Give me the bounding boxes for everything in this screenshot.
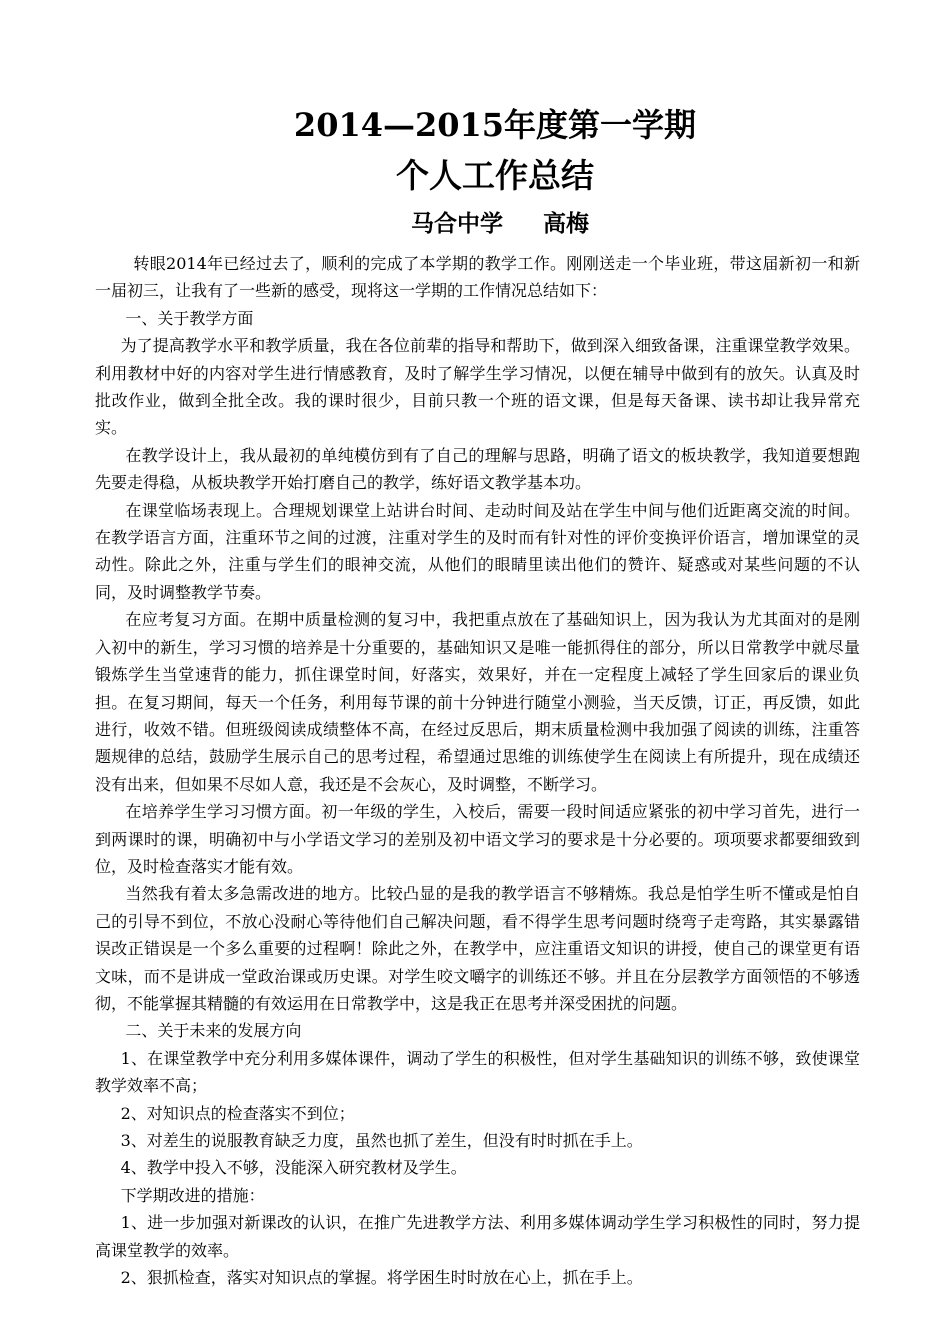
section-heading-teaching: 一、关于教学方面 bbox=[125, 308, 254, 328]
list-item-issue-4: 4、教学中投入不够，没能深入研究教材及学生。 bbox=[120, 1158, 467, 1178]
author-name: 高梅 bbox=[543, 211, 589, 237]
document-body bbox=[95, 250, 860, 1291]
list-item-measure-1: 1、进一步加强对新课改的认识，在推广先进教学方法、利用多媒体调动学生学习积极性的同时，努力提高课堂教学的效率。 bbox=[95, 1213, 860, 1260]
section-heading-future: 二、关于未来的发展方向 bbox=[125, 1021, 302, 1041]
paragraph-teaching-design: 在教学设计上，我从最初的单纯模仿到有了自己的理解与思路，明确了语文的板块教学，我知道要想跑先要走得稳，从板块教学开始打磨自己的教学，练好语文教学基本功。 bbox=[95, 445, 860, 493]
list-item-measure-2: 2、狠抓检查，落实对知识点的掌握。将学困生时时放在心上，抓在手上。 bbox=[120, 1268, 643, 1288]
list-item-issue-1: 1、在课堂教学中充分利用多媒体课件，调动了学生的积极性，但对学生基础知识的训练不够，致使课堂教学效率不高； bbox=[95, 1048, 860, 1096]
document-title: 个人工作总结 bbox=[396, 156, 594, 195]
measures-heading: 下学期改进的措施： bbox=[120, 1185, 265, 1205]
byline bbox=[0, 206, 950, 242]
paragraph-teaching-quality: 为了提高教学水平和教学质量，我在各位前辈的指导和帮助下，做到深入细致备课，注重课堂教学效果。利用教材中好的内容对学生进行情感教育，及时了解学生学习情况，以便在辅导中做到有的放矢。认真及时批改作业，做到全批全改。我的课时很少，目前只教一个班的语文课，但是每天备课、读书却让我异常充实。 bbox=[95, 336, 860, 438]
paragraph-classroom-performance: 在课堂临场表现上。合理规划课堂上站讲台时间、走动时间及站在学生中间与他们近距离交流的时间。在教学语言方面，注重环节之间的过渡，注重对学生的及时而有针对性的评价变换评价语言，增加课堂的灵动性。除此之外，注重与学生们的眼神交流，从他们的眼睛里读出他们的赞许、疑惑或对某些问题的不认同，及时调整教学节奏。 bbox=[95, 500, 860, 602]
document-title-year: 2014—2015年度第一学期 bbox=[293, 106, 697, 144]
list-item-issue-3: 3、对差生的说服教育缺乏力度，虽然也抓了差生，但没有时时抓在手上。 bbox=[120, 1131, 643, 1150]
list-item-issue-2: 2、对知识点的检查落实不到位； bbox=[120, 1103, 355, 1123]
paragraph-exam-review: 在应考复习方面。在期中质量检测的复习中，我把重点放在了基础知识上，因为我认为尤其面对的是刚入初中的新生，学习习惯的培养是十分重要的，基础知识又是唯一能抓得住的部分，所以日常教学中就尽量锻炼学生当堂速背的能力，抓住课堂时间，好落实，效果好，并在一定程度上减轻了学生回家后的课业负担。在复习期间，每天一个任务，利用每节课的前十分钟进行随堂小测验，当天反馈，订正，再反馈，如此进行，收效不错。但班级阅读成绩整体不高，在经过反思后，期末质量检测中我加强了阅读的训练，注重答题规律的总结，鼓励学生展示自己的思考过程，希望通过思维的训练使学生在阅读上有所提升，现在成绩还没有出来，但如果不尽如人意，我还是不会灰心，及时调整，不断学习。 bbox=[95, 610, 860, 794]
paragraph-study-habits: 在培养学生学习习惯方面。初一年级的学生，入校后，需要一段时间适应紧张的初中学习首先，进行一到两课时的课，明确初中与小学语文学习的差别及初中语文学习的要求是十分必要的。项项要求都要细致到位，及时检查落实才能有效。 bbox=[95, 802, 860, 876]
intro-paragraph: 转眼2014年已经过去了，顺利的完成了本学期的教学工作。刚刚送走一个毕业班，带这届新初一和新一届初三，让我有了一些新的感受，现将这一学期的工作情况总结如下： bbox=[95, 254, 860, 301]
school-name: 马合中学 bbox=[411, 211, 503, 237]
paragraph-improvements-needed: 当然我有着太多急需改进的地方。比较凸显的是我的教学语言不够精炼。我总是怕学生听不懂或是怕自己的引导不到位，不放心没耐心等待他们自己解决问题，看不得学生思考问题时绕弯子走弯路，其实暴露错误改正错误是一个多么重要的过程啊！除此之外，在教学中，应注重语文知识的讲授，使自己的课堂更有语文味，而不是讲成一堂政治课或历史课。对学生咬文嚼字的训练还不够。并且在分层教学方面领悟的不够透彻，不能掌握其精髓的有效运用在日常教学中，这是我正在思考并深受困扰的问题。 bbox=[95, 884, 860, 1013]
